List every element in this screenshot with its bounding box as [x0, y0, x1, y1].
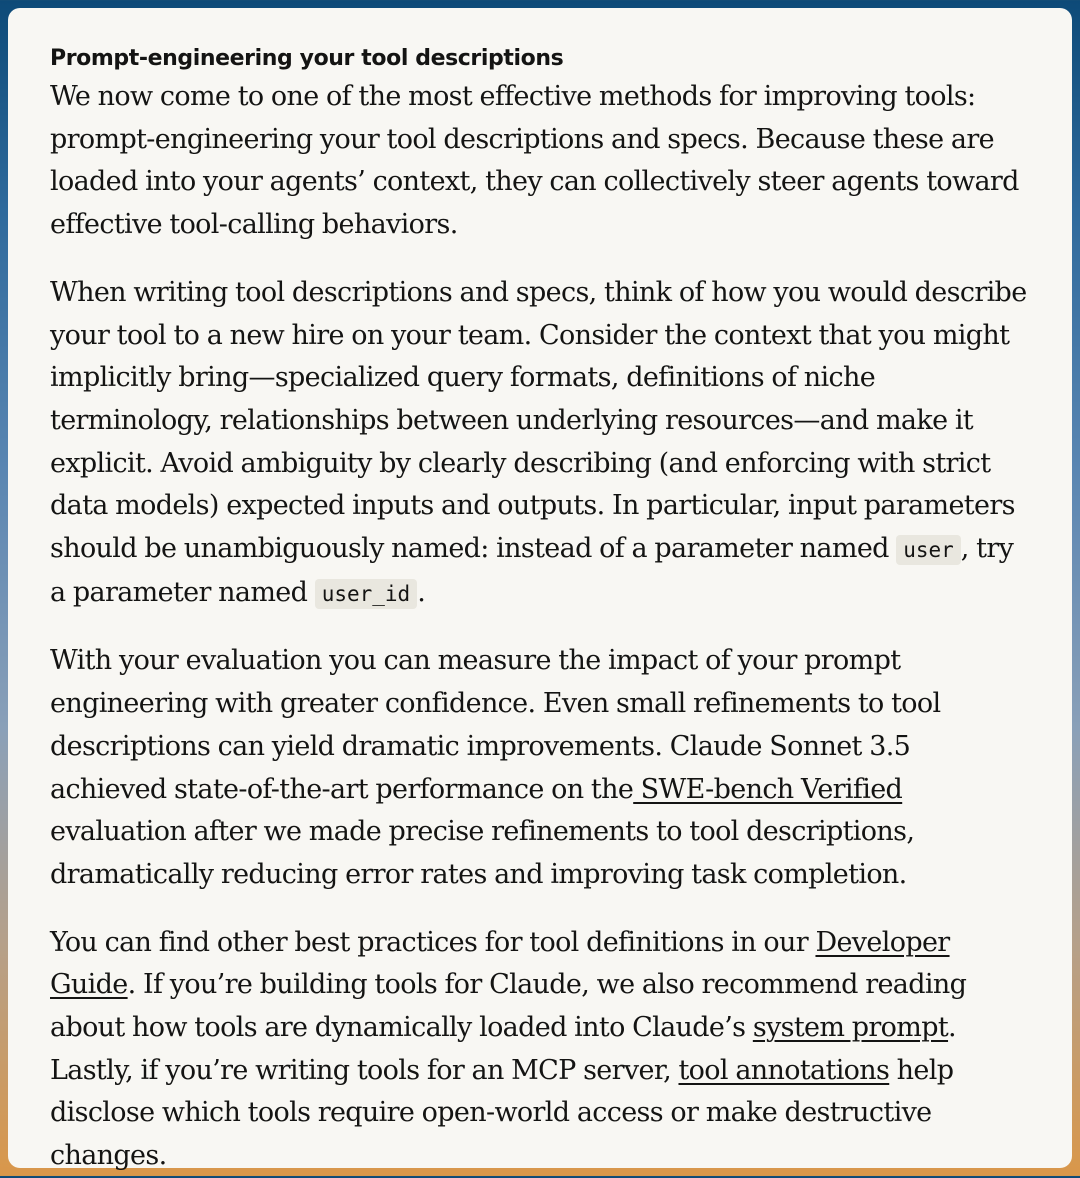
paragraph-text: .	[417, 576, 426, 608]
paragraph-text: You can find other best practices for tool definitions in our	[50, 926, 816, 958]
paragraph-best-practices	[50, 922, 1030, 1178]
paragraph-text: evaluation after we made precise refinements to tool descriptions, dramatically reducing error rates and improving task completion.	[50, 816, 915, 890]
paragraph-writing-descriptions	[50, 272, 1030, 616]
tool-annotations-link[interactable]: tool annotations	[678, 1054, 890, 1086]
section-heading: Prompt-engineering your tool descriptions	[50, 46, 564, 71]
developer-guide-link[interactable]: Developer Guide	[50, 926, 950, 1001]
swe-bench-verified-link[interactable]: SWE-bench Verified	[633, 773, 903, 805]
paragraph-intro-text: We now come to one of the most effective methods for improving tools: prompt-engineering your tool descriptions and specs. Because these are loaded into your agents’ context, they can collectively steer agents toward effective tool-calling behaviors.	[50, 81, 1019, 241]
paragraph-text: With your evaluation you can measure the impact of your prompt engineering with greater confidence. Even small refinements to tool descriptions can yield dramatic improvements. Claude Sonnet 3.5 achieved state-of-the-art performance on the	[50, 645, 941, 805]
system-prompt-link[interactable]: system prompt	[752, 1012, 949, 1044]
paragraph-text: . If you’re building tools for Claude, we also recommend reading about how tools are dynamically loaded into Claude’s	[50, 969, 967, 1044]
paragraph-text: , try a parameter named	[50, 533, 1014, 608]
paragraph-text: When writing tool descriptions and specs, think of how you would describe your tool to a new hire on your team. Consider the context that you might implicitly bring—specialized query formats, definitions of niche terminology, relationships between underlying resources—and make it explicit. Avoid ambiguity by clearly describing (and enforcing with strict data models) expected inputs and outputs. In particular, input parameters should be unambiguously named: instead of a parameter named	[50, 276, 1027, 565]
paragraph-evaluation	[50, 640, 1030, 896]
paragraph-intro	[50, 76, 1030, 247]
paragraph-text: help disclose which tools require open-world access or make destructive changes.	[50, 1054, 954, 1172]
inline-code-user-id: user_id	[315, 579, 418, 609]
inline-code-user: user	[896, 535, 961, 565]
article-card	[8, 8, 1072, 1172]
paragraph-text: . Lastly, if you’re writing tools for an MCP server,	[50, 1012, 956, 1086]
